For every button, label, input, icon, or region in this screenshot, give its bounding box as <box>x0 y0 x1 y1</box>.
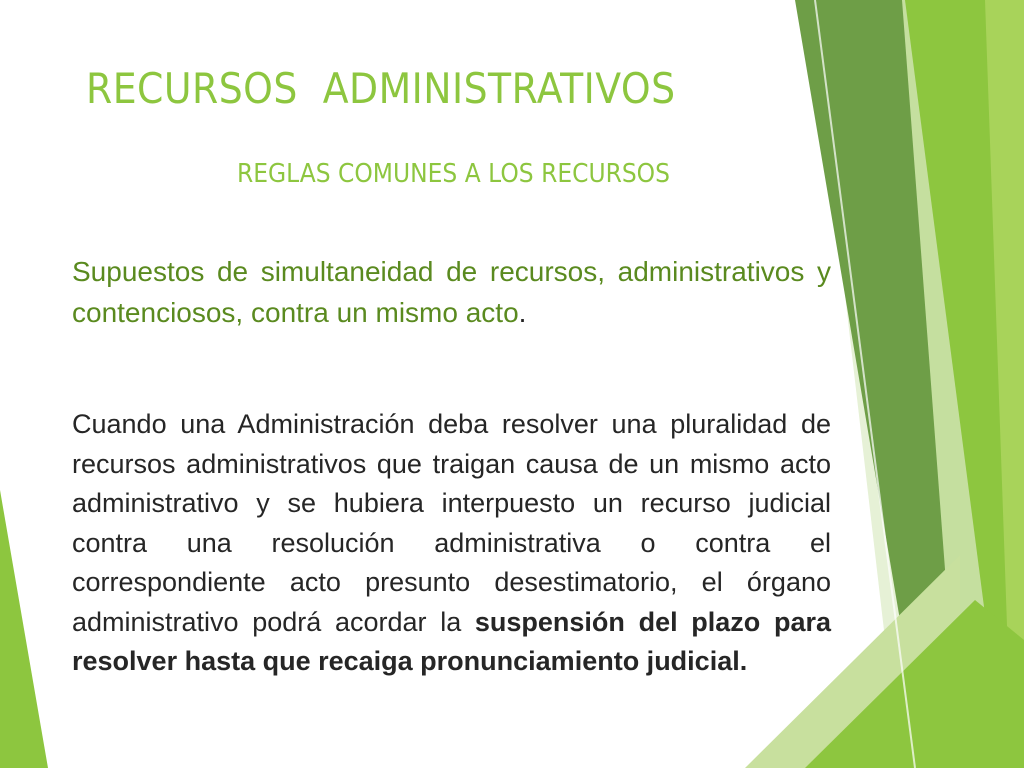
left-edge-shape <box>0 490 48 768</box>
body-paragraph <box>72 405 831 682</box>
body-paragraph-emphasis: suspensión del plazo para resolver hasta que recaiga pronunciamiento judicial. <box>72 606 831 676</box>
section-heading-period: . <box>518 297 527 328</box>
slide-title: RECURSOS ADMINISTRATIVOS <box>86 64 676 113</box>
body-paragraph-text: Cuando una Administración deba resolver una pluralidad de recursos administrativos que traigan causa de un mismo acto administrativo y se hubiera interpuesto un recurso judicial contra una resolución administrativa o contra el correspondiente acto presunto desestimatorio, el órgano administrativo podrá acordar la <box>72 409 831 637</box>
section-heading-text: Supuestos de simultaneidad de recursos, administrativos y contenciosos, contra un mismo acto <box>72 256 831 328</box>
section-heading <box>72 251 831 333</box>
slide-subtitle: REGLAS COMUNES A LOS RECURSOS <box>237 159 670 189</box>
